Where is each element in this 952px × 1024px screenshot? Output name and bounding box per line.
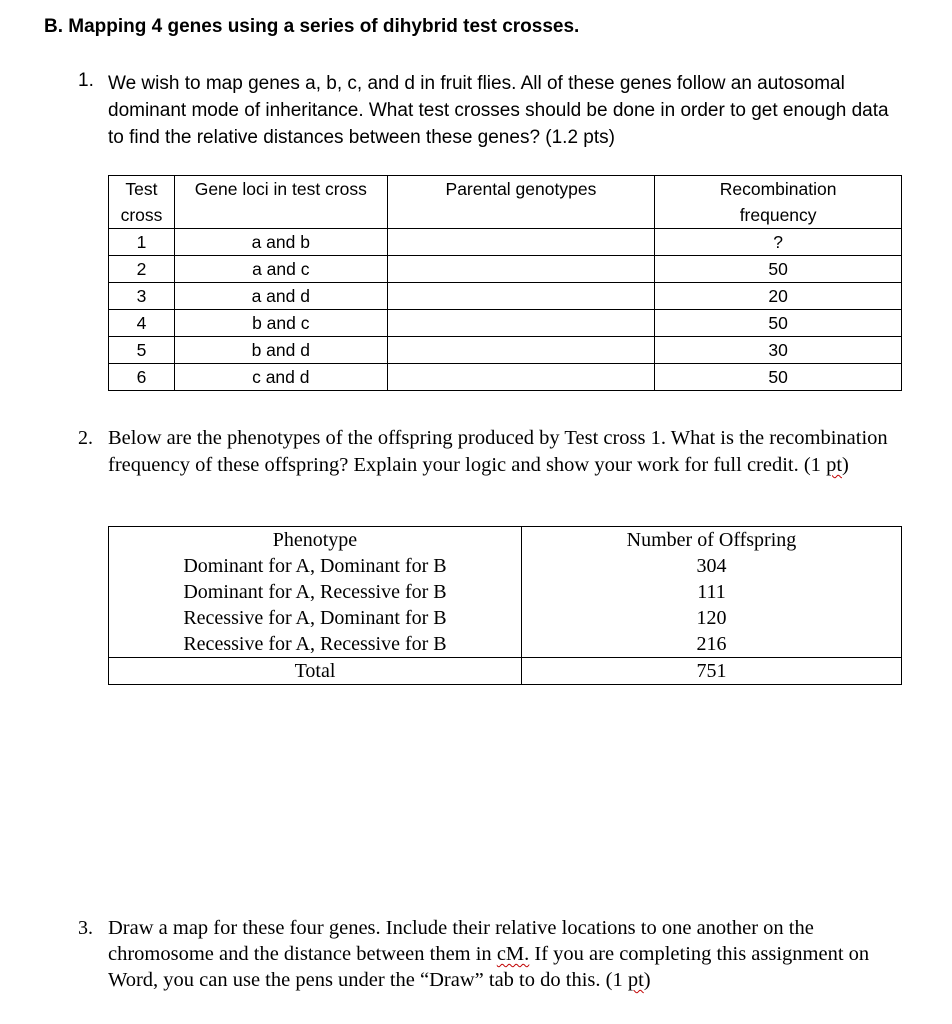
test-number: 4 bbox=[109, 310, 175, 337]
total-count: 751 bbox=[521, 658, 901, 685]
test-number: 6 bbox=[109, 364, 175, 391]
parental-genotypes-cell[interactable] bbox=[387, 310, 655, 337]
table-row bbox=[109, 256, 902, 283]
question-2-number: 2. bbox=[78, 427, 93, 449]
parental-genotypes-cell[interactable] bbox=[387, 229, 655, 256]
recombination-frequency: 30 bbox=[655, 337, 902, 364]
question-3-number: 3. bbox=[78, 917, 93, 939]
header-frequency: frequency bbox=[655, 202, 902, 229]
offspring-count: 304 bbox=[521, 553, 901, 579]
question-1-number: 1. bbox=[78, 70, 94, 91]
recombination-frequency: 50 bbox=[655, 364, 902, 391]
question-2-text bbox=[108, 425, 908, 479]
question-2-end: ) bbox=[842, 454, 849, 476]
parental-genotypes-cell[interactable] bbox=[387, 364, 655, 391]
header-test-cross: Test bbox=[109, 176, 175, 203]
offspring-table bbox=[108, 526, 902, 685]
gene-loci: b and c bbox=[174, 310, 387, 337]
table-row bbox=[109, 364, 902, 391]
test-number: 5 bbox=[109, 337, 175, 364]
table-row bbox=[109, 229, 902, 256]
table-row bbox=[109, 605, 902, 631]
gene-loci: b and d bbox=[174, 337, 387, 364]
phenotype: Recessive for A, Dominant for B bbox=[109, 605, 522, 631]
spellcheck-flagged-word: pt bbox=[627, 969, 644, 991]
gene-loci: a and b bbox=[174, 229, 387, 256]
phenotype: Dominant for A, Recessive for B bbox=[109, 579, 522, 605]
parental-genotypes-cell[interactable] bbox=[387, 256, 655, 283]
table-row bbox=[109, 553, 902, 579]
test-number: 1 bbox=[109, 229, 175, 256]
test-number: 2 bbox=[109, 256, 175, 283]
question-3-text bbox=[108, 915, 908, 993]
total-row bbox=[109, 658, 902, 685]
table-row bbox=[109, 283, 902, 310]
section-heading: B. Mapping 4 genes using a series of dihybrid test crosses. bbox=[44, 16, 580, 37]
parental-genotypes-cell[interactable] bbox=[387, 337, 655, 364]
header-parental-genotypes: Parental genotypes bbox=[387, 176, 655, 229]
table-row bbox=[109, 337, 902, 364]
offspring-count: 111 bbox=[521, 579, 901, 605]
table-row bbox=[109, 310, 902, 337]
recombination-frequency: 20 bbox=[655, 283, 902, 310]
table-row bbox=[109, 631, 902, 658]
test-crosses-table bbox=[108, 175, 902, 391]
gene-loci: a and c bbox=[174, 256, 387, 283]
offspring-header-row bbox=[109, 527, 902, 554]
question-3-body-2: If you are completing this assignment on Word, you can use the pens under the “Draw” tab to do this. (1 bbox=[108, 943, 870, 991]
question-3-body: Draw a map for these four genes. Include their relative locations to one another on the chromosome and the distance between them in bbox=[108, 917, 814, 965]
question-1-text: We wish to map genes a, b, c, and d in fruit flies. All of these genes follow an autosomal dominant mode of inheritance. What test crosses should be done in order to get enough data to find the relative distances between these genes? (1.2 pts) bbox=[108, 73, 889, 148]
test-number: 3 bbox=[109, 283, 175, 310]
question-2-body: Below are the phenotypes of the offspring produced by Test cross 1. What is the recombination frequency of these offspring? Explain your logic and show your work for full credit. (1 bbox=[108, 427, 888, 476]
offspring-count: 120 bbox=[521, 605, 901, 631]
recombination-frequency: ? bbox=[655, 229, 902, 256]
gene-loci: c and d bbox=[174, 364, 387, 391]
phenotype: Dominant for A, Dominant for B bbox=[109, 553, 522, 579]
recombination-frequency: 50 bbox=[655, 256, 902, 283]
header-recombination: Recombination bbox=[655, 176, 902, 203]
question-3-end: ) bbox=[643, 969, 651, 991]
total-label: Total bbox=[109, 658, 522, 685]
header-test-cross-line2: cross bbox=[109, 202, 175, 229]
gene-loci: a and d bbox=[174, 283, 387, 310]
table-row bbox=[109, 579, 902, 605]
header-phenotype: Phenotype bbox=[109, 527, 522, 554]
recombination-frequency: 50 bbox=[655, 310, 902, 337]
phenotype: Recessive for A, Recessive for B bbox=[109, 631, 522, 658]
spellcheck-flagged-word: pt bbox=[826, 454, 843, 476]
header-number-of-offspring: Number of Offspring bbox=[521, 527, 901, 554]
header-gene-loci: Gene loci in test cross bbox=[174, 176, 387, 229]
table-header-row bbox=[109, 176, 902, 203]
offspring-count: 216 bbox=[521, 631, 901, 658]
parental-genotypes-cell[interactable] bbox=[387, 283, 655, 310]
spellcheck-flagged-word: cM. bbox=[496, 943, 530, 965]
